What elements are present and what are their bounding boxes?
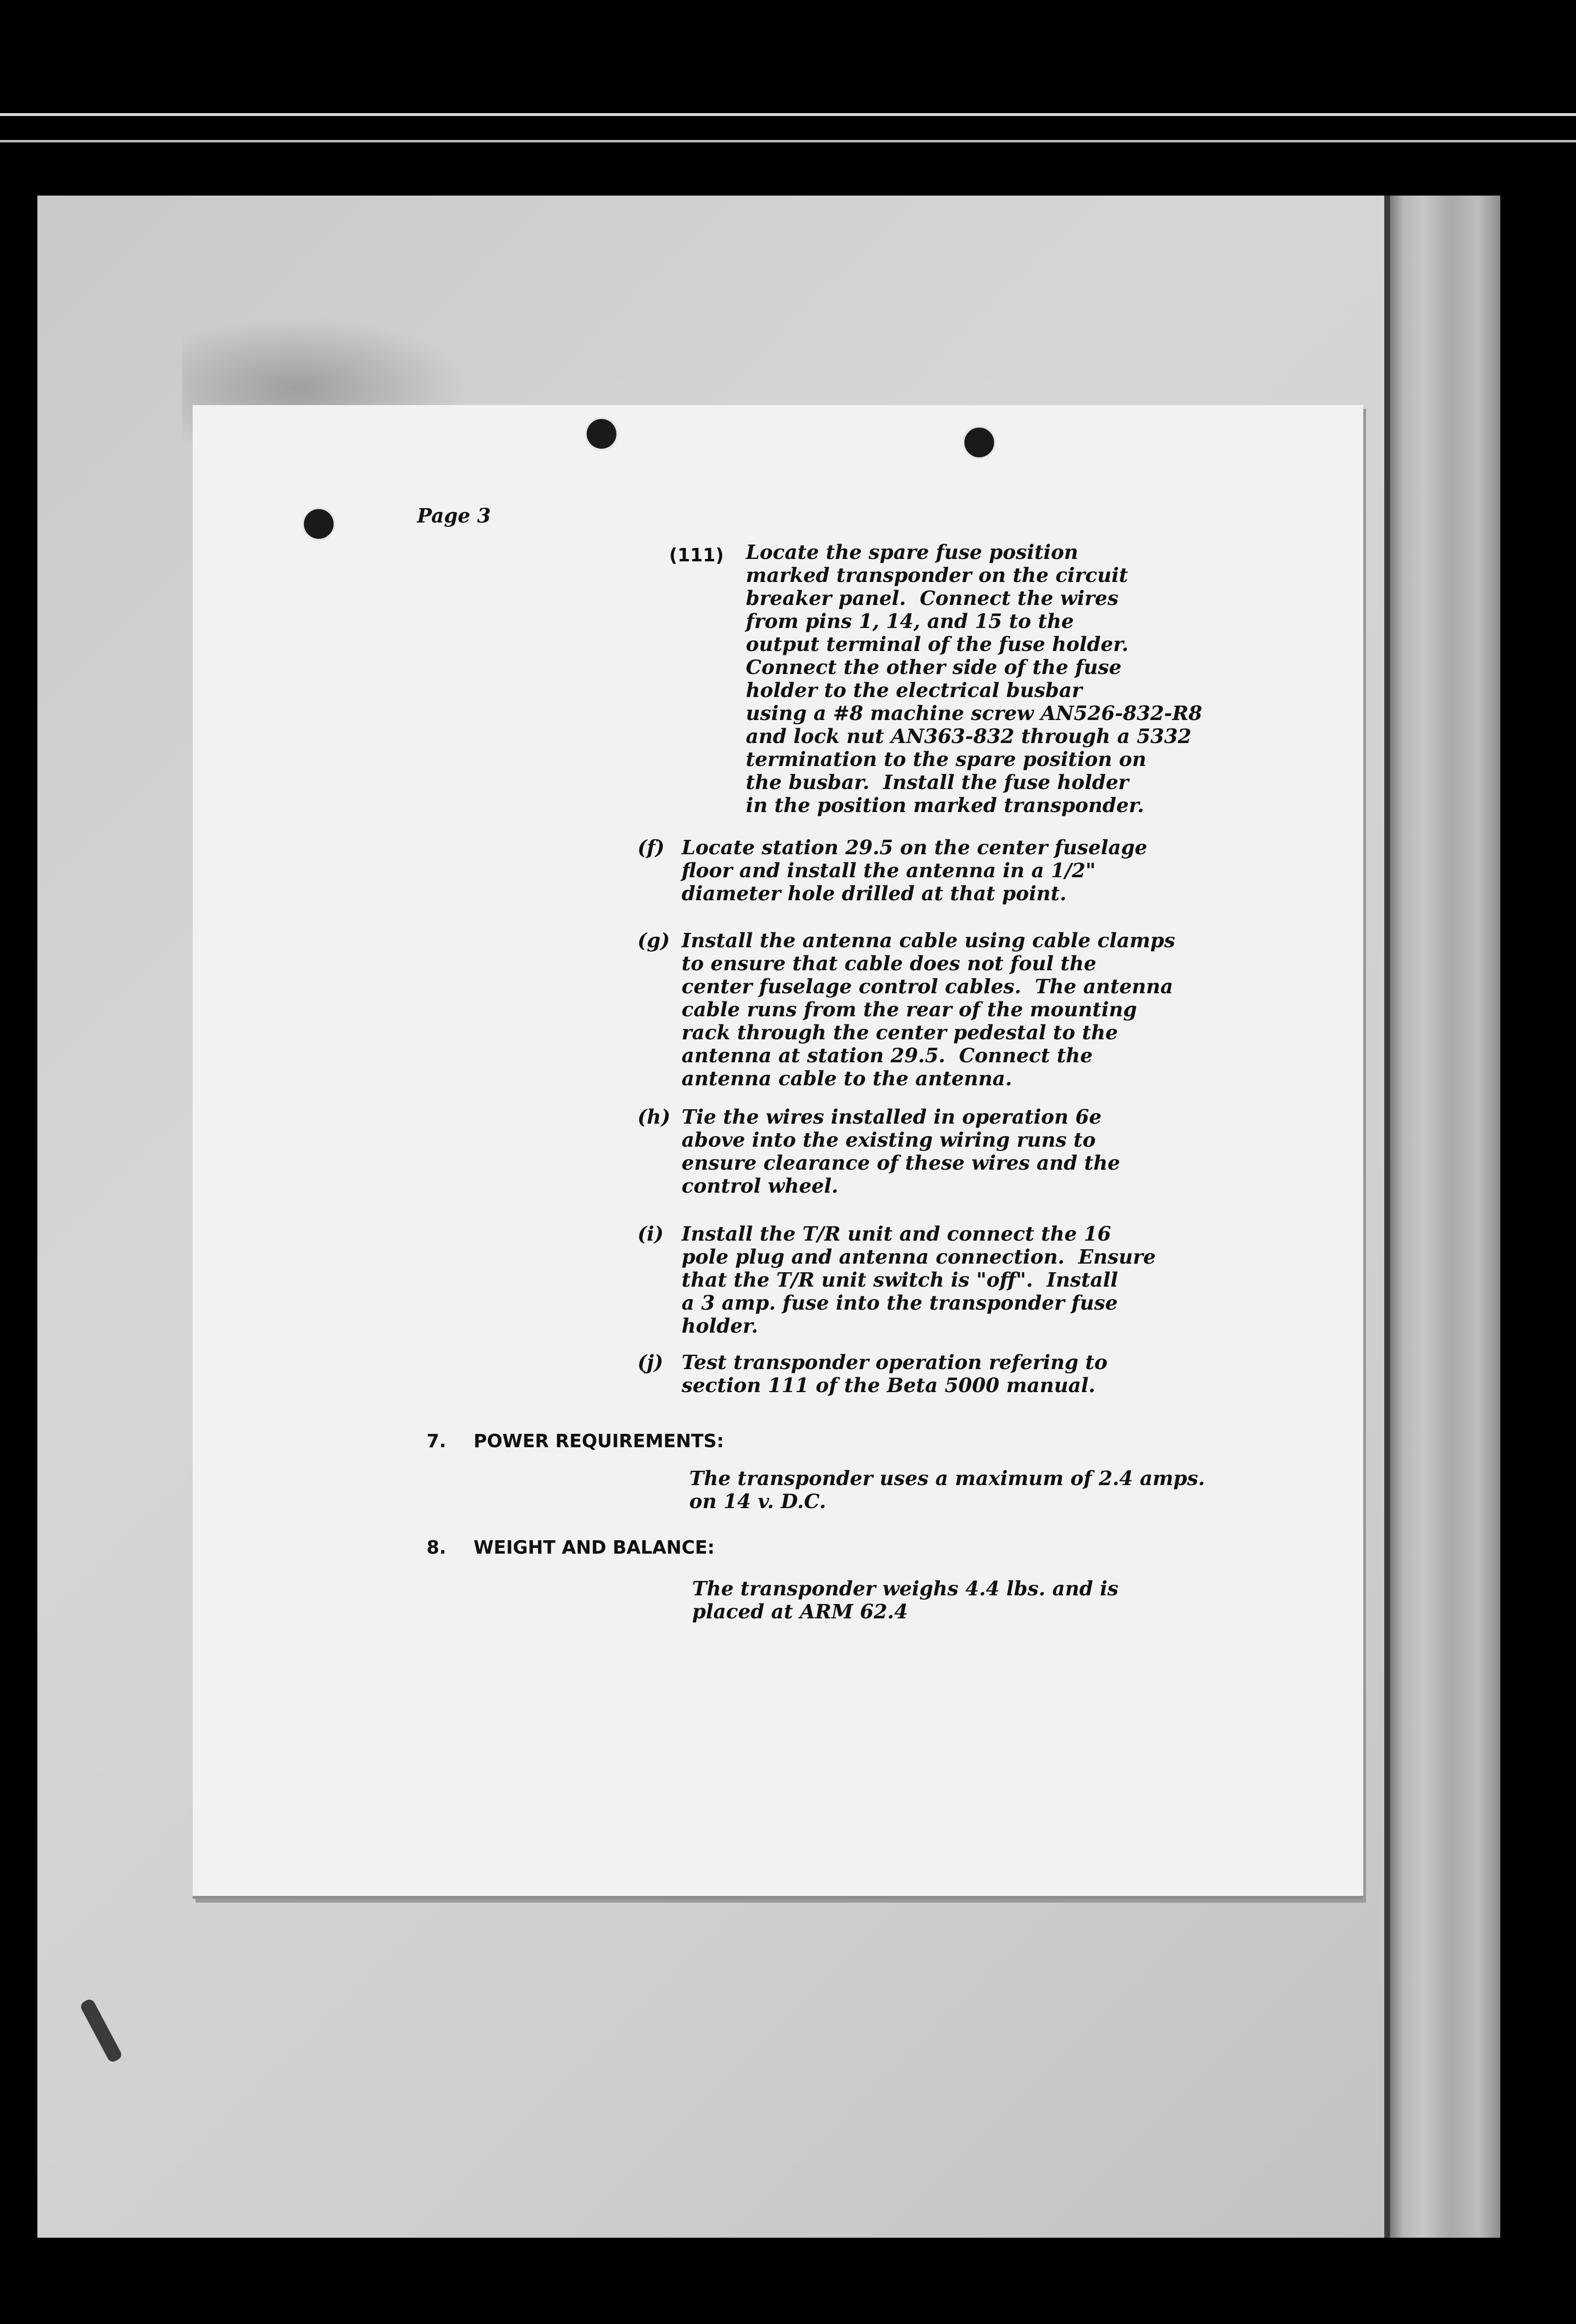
item-i-line: that the T/R unit switch is "off". Install	[682, 1268, 1118, 1291]
item-g-line: Install the antenna cable using cable clamps	[682, 929, 1175, 952]
section-7-heading: POWER REQUIREMENTS:	[474, 1430, 724, 1452]
item-iii-line: and lock nut AN363-832 through a 5332	[746, 725, 1192, 748]
item-h-line: Tie the wires installed in operation 6e	[682, 1105, 1102, 1128]
item-h-line: above into the existing wiring runs to	[682, 1128, 1096, 1151]
item-f-paragraph	[682, 836, 1147, 905]
punch-hole	[302, 507, 336, 541]
item-iii-line: the busbar. Install the fuse holder	[746, 771, 1129, 794]
item-g-line: center fuselage control cables. The antenna	[682, 975, 1173, 998]
punch-hole	[962, 426, 996, 459]
section-7-number: 7.	[427, 1430, 446, 1452]
item-f-line: floor and install the antenna in a 1/2"	[682, 859, 1096, 882]
item-i-line: pole plug and antenna connection. Ensure	[682, 1245, 1156, 1268]
section-7-line: The transponder uses a maximum of 2.4 amps.	[689, 1467, 1205, 1490]
item-f-line: Locate station 29.5 on the center fuselage	[682, 836, 1147, 859]
film-border-line	[0, 140, 1576, 142]
item-g-paragraph	[682, 929, 1175, 1090]
item-marker-h: (h)	[637, 1105, 671, 1128]
item-marker-j: (j)	[637, 1351, 663, 1374]
item-i-paragraph	[682, 1222, 1156, 1337]
item-marker-i: (i)	[637, 1222, 664, 1245]
item-iii-line: holder to the electrical busbar	[746, 679, 1082, 702]
item-h-line: control wheel.	[682, 1174, 838, 1197]
item-iii-line: breaker panel. Connect the wires	[746, 587, 1119, 610]
item-iii-line: using a #8 machine screw AN526-832-R8	[746, 702, 1203, 725]
item-iii-line: from pins 1, 14, and 15 to the	[746, 610, 1074, 633]
item-f-line: diameter hole drilled at that point.	[682, 882, 1067, 905]
section-7-line: on 14 v. D.C.	[689, 1490, 826, 1513]
section-8-number: 8.	[427, 1537, 446, 1558]
item-i-line: holder.	[682, 1314, 758, 1337]
item-g-line: rack through the center pedestal to the	[682, 1021, 1118, 1044]
item-h-paragraph	[682, 1105, 1120, 1197]
item-g-line: to ensure that cable does not foul the	[682, 952, 1097, 975]
item-iii-line: termination to the spare position on	[746, 748, 1147, 771]
item-marker-iii: (111)	[669, 545, 724, 566]
item-j-line: section 111 of the Beta 5000 manual.	[682, 1374, 1096, 1397]
section-8-line: placed at ARM 62.4	[692, 1600, 908, 1623]
section-8-line: The transponder weighs 4.4 lbs. and is	[692, 1577, 1119, 1600]
item-iii-line: in the position marked transponder.	[746, 794, 1145, 817]
page-number-label: Page 3	[417, 504, 491, 527]
item-iii-line: Locate the spare fuse position	[746, 541, 1078, 564]
item-i-line: Install the T/R unit and connect the 16	[682, 1222, 1112, 1245]
section-8-heading: WEIGHT AND BALANCE:	[474, 1537, 715, 1558]
section-8-paragraph	[692, 1577, 1118, 1623]
item-iii-line: Connect the other side of the fuse	[746, 656, 1122, 679]
item-iii-paragraph	[746, 541, 1202, 817]
item-i-line: a 3 amp. fuse into the transponder fuse	[682, 1291, 1118, 1314]
item-j-paragraph	[682, 1351, 1107, 1397]
item-h-line: ensure clearance of these wires and the	[682, 1151, 1120, 1174]
item-g-line: antenna cable to the antenna.	[682, 1067, 1012, 1090]
item-g-line: antenna at station 29.5. Connect the	[682, 1044, 1093, 1067]
item-marker-f: (f)	[637, 836, 665, 859]
item-g-line: cable runs from the rear of the mounting	[682, 998, 1137, 1021]
punch-hole	[585, 417, 618, 451]
board-edge-strip	[1390, 196, 1500, 2238]
item-iii-line: marked transponder on the circuit	[746, 564, 1128, 587]
film-border-line	[0, 113, 1576, 116]
item-iii-line: output terminal of the fuse holder.	[746, 633, 1129, 656]
section-7-paragraph	[689, 1467, 1205, 1513]
item-j-line: Test transponder operation refering to	[682, 1351, 1108, 1374]
item-marker-g: (g)	[637, 929, 670, 952]
